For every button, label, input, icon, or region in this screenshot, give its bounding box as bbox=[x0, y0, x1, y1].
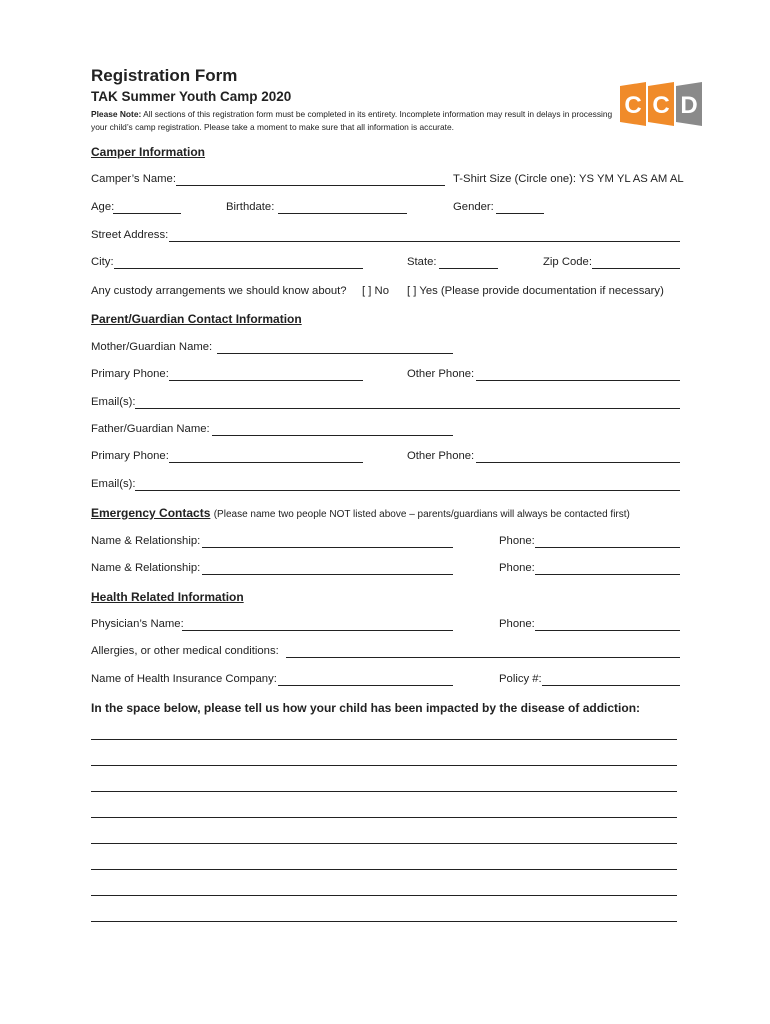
zip-field[interactable] bbox=[592, 268, 680, 269]
father-name-field[interactable] bbox=[212, 435, 453, 436]
writing-line-2[interactable] bbox=[91, 765, 677, 766]
father-name-label: Father/Guardian Name: bbox=[91, 423, 210, 435]
state-label: State: bbox=[407, 256, 437, 268]
note-text: All sections of this registration form must be completed in its entirety. Incomplete information may result in delays in processing your child’s camp registration. Please take a moment to make sure that all information is accurate. bbox=[91, 109, 613, 132]
state-field[interactable] bbox=[439, 268, 498, 269]
section-camper-heading: Camper Information bbox=[91, 145, 206, 159]
physician-phone-field[interactable] bbox=[535, 630, 680, 631]
logo-letter-3: D bbox=[680, 92, 698, 119]
gender-field[interactable] bbox=[496, 213, 544, 214]
emergency-phone-field-1[interactable] bbox=[535, 547, 680, 548]
physician-label: Physician’s Name: bbox=[91, 618, 184, 630]
section-emergency-heading: Emergency Contacts bbox=[91, 506, 211, 520]
writing-line-4[interactable] bbox=[91, 817, 677, 818]
zip-label: Zip Code: bbox=[543, 256, 592, 268]
mother-primary-phone-field[interactable] bbox=[169, 380, 363, 381]
custody-no-checkbox[interactable]: [ ] No bbox=[362, 285, 389, 297]
emergency-phone-field-2[interactable] bbox=[535, 574, 680, 575]
form-note bbox=[91, 108, 621, 133]
father-primary-phone-label: Primary Phone: bbox=[91, 450, 169, 462]
age-label: Age: bbox=[91, 201, 115, 213]
emergency-name-field-1[interactable] bbox=[202, 547, 453, 548]
father-email-label: Email(s): bbox=[91, 478, 136, 490]
custody-yes-checkbox[interactable]: [ ] Yes (Please provide documentation if necessary) bbox=[407, 285, 664, 297]
birthdate-label: Birthdate: bbox=[226, 201, 275, 213]
emergency-note: (Please name two people NOT listed above – parents/guardians will always be contacted first) bbox=[213, 509, 630, 520]
policy-label: Policy #: bbox=[499, 673, 542, 685]
mother-other-phone-field[interactable] bbox=[476, 380, 680, 381]
mother-email-label: Email(s): bbox=[91, 396, 136, 408]
section-health-heading: Health Related Information bbox=[91, 590, 244, 604]
allergies-field[interactable] bbox=[286, 657, 680, 658]
addiction-prompt: In the space below, please tell us how your child has been impacted by the disease of addiction: bbox=[91, 701, 641, 715]
form-subtitle: TAK Summer Youth Camp 2020 bbox=[91, 89, 292, 104]
city-label: City: bbox=[91, 256, 114, 268]
emergency-name-label-2: Name & Relationship: bbox=[91, 562, 201, 574]
writing-line-3[interactable] bbox=[91, 791, 677, 792]
age-field[interactable] bbox=[113, 213, 181, 214]
mother-other-phone-label: Other Phone: bbox=[407, 368, 475, 380]
emergency-phone-label-2: Phone: bbox=[499, 562, 535, 574]
physician-field[interactable] bbox=[182, 630, 453, 631]
gender-label: Gender: bbox=[453, 201, 494, 213]
writing-line-1[interactable] bbox=[91, 739, 677, 740]
street-field[interactable] bbox=[169, 241, 680, 242]
section-guardian-heading: Parent/Guardian Contact Information bbox=[91, 312, 302, 326]
camper-name-label: Camper’s Name: bbox=[91, 173, 176, 185]
emergency-phone-label-1: Phone: bbox=[499, 535, 535, 547]
allergies-label: Allergies, or other medical conditions: bbox=[91, 645, 279, 657]
physician-phone-label: Phone: bbox=[499, 618, 535, 630]
emergency-name-label-1: Name & Relationship: bbox=[91, 535, 201, 547]
note-label: Please Note: bbox=[91, 109, 142, 119]
father-primary-phone-field[interactable] bbox=[169, 462, 363, 463]
writing-line-5[interactable] bbox=[91, 843, 677, 844]
mother-primary-phone-label: Primary Phone: bbox=[91, 368, 169, 380]
street-label: Street Address: bbox=[91, 229, 169, 241]
form-title: Registration Form bbox=[91, 66, 238, 85]
insurance-label: Name of Health Insurance Company: bbox=[91, 673, 277, 685]
mother-name-label: Mother/Guardian Name: bbox=[91, 341, 213, 353]
father-email-field[interactable] bbox=[135, 490, 680, 491]
writing-line-7[interactable] bbox=[91, 895, 677, 896]
ccd-logo bbox=[620, 82, 704, 126]
city-field[interactable] bbox=[114, 268, 363, 269]
emergency-name-field-2[interactable] bbox=[202, 574, 453, 575]
father-other-phone-label: Other Phone: bbox=[407, 450, 475, 462]
logo-letter-2: C bbox=[652, 92, 670, 119]
section-emergency bbox=[91, 506, 630, 520]
mother-email-field[interactable] bbox=[135, 408, 680, 409]
father-other-phone-field[interactable] bbox=[476, 462, 680, 463]
insurance-field[interactable] bbox=[278, 685, 453, 686]
tshirt-size-label: T-Shirt Size (Circle one): YS YM YL AS AM AL bbox=[453, 173, 684, 185]
camper-name-field[interactable] bbox=[176, 185, 445, 186]
policy-field[interactable] bbox=[542, 685, 680, 686]
birthdate-field[interactable] bbox=[278, 213, 407, 214]
writing-line-8[interactable] bbox=[91, 921, 677, 922]
custody-question: Any custody arrangements we should know about? bbox=[91, 285, 347, 297]
logo-letter-1: C bbox=[624, 92, 642, 119]
writing-line-6[interactable] bbox=[91, 869, 677, 870]
mother-name-field[interactable] bbox=[217, 353, 453, 354]
